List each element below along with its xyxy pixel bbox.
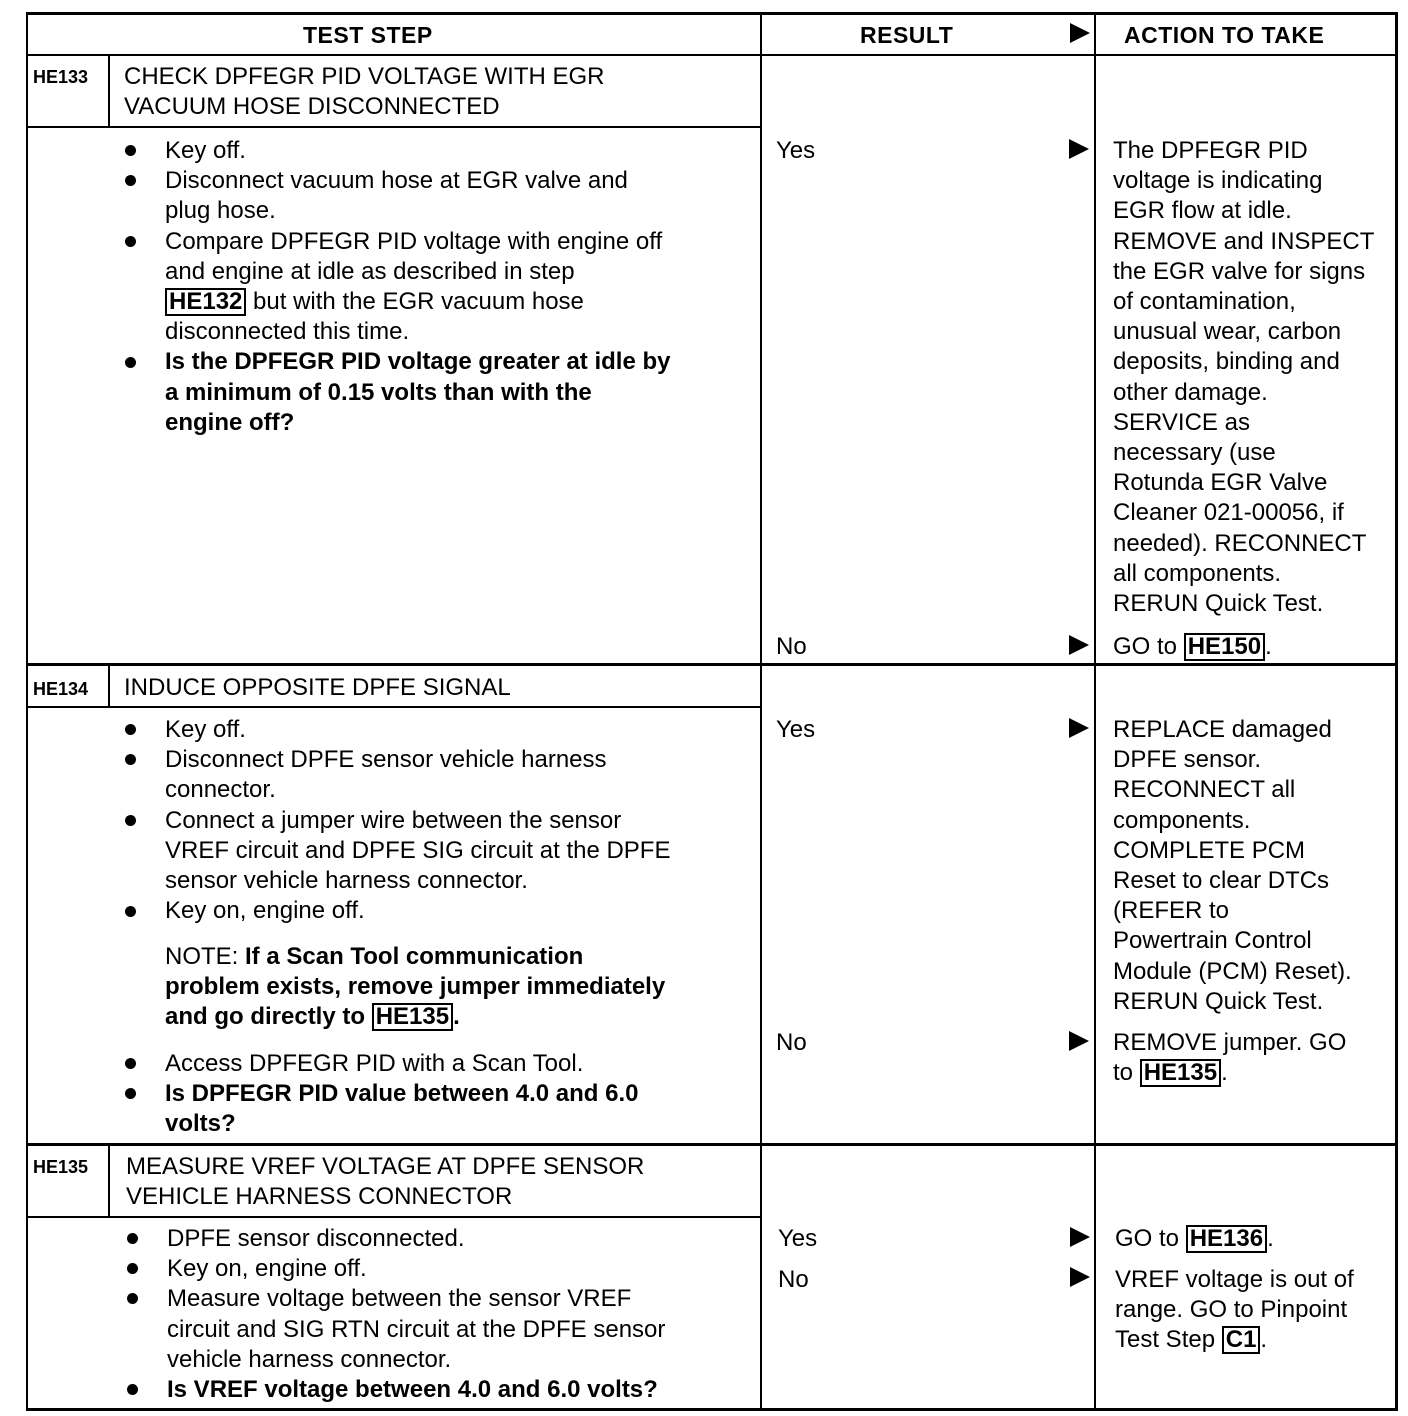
step-id: HE134 xyxy=(33,679,89,699)
result-no: No xyxy=(778,1266,809,1293)
bullet-icon xyxy=(127,1384,138,1395)
arrow-icon xyxy=(1069,139,1089,159)
instruction-text: Disconnect DPFE sensor vehicle harness xyxy=(165,746,607,774)
step-title: INDUCE OPPOSITE DPFE SIGNAL xyxy=(124,674,511,701)
arrow-icon xyxy=(1069,718,1089,738)
question-text: Is VREF voltage between 4.0 and 6.0 volts? xyxy=(167,1376,658,1404)
step-instructions xyxy=(167,1224,665,1405)
instruction-text: disconnected this time. xyxy=(165,318,410,346)
question-text: volts? xyxy=(165,1110,236,1138)
action-line: the EGR valve for signs xyxy=(1113,257,1366,285)
instruction-text: Key on, engine off. xyxy=(165,897,365,925)
instruction-text: VREF circuit and DPFE SIG circuit at the DPFE xyxy=(165,836,671,864)
bullet-icon xyxy=(125,815,136,826)
action-line: COMPLETE PCM xyxy=(1113,836,1306,864)
table-border-left xyxy=(26,12,28,1410)
action-prefix: GO to xyxy=(1113,633,1184,660)
note-text: . xyxy=(453,1003,460,1031)
header-test-step: TEST STEP xyxy=(303,22,433,48)
action-suffix: . xyxy=(1221,1059,1228,1087)
result-yes: Yes xyxy=(776,137,816,164)
instruction-text: circuit and SIG RTN circuit at the DPFE sensor xyxy=(167,1315,666,1343)
action-text xyxy=(1113,632,1272,662)
note-line xyxy=(165,1002,665,1032)
bullet-icon xyxy=(125,145,136,156)
header-arrow-icon xyxy=(1070,23,1090,43)
header-action: ACTION TO TAKE xyxy=(1124,22,1325,48)
action-text xyxy=(1113,715,1352,1017)
step-title-underline-3 xyxy=(26,1216,762,1218)
action-line: The DPFEGR PID xyxy=(1113,137,1308,164)
action-line: needed). RECONNECT xyxy=(1113,529,1367,557)
bullet-icon xyxy=(125,357,136,368)
instruction-text: plug hose. xyxy=(165,197,276,225)
action-line: (REFER to xyxy=(1113,897,1230,925)
step-title-line: CHECK DPFEGR PID VOLTAGE WITH EGR xyxy=(124,63,605,90)
header-bottom-line xyxy=(26,54,1397,56)
instruction-ref-line xyxy=(165,287,670,317)
row-divider-2 xyxy=(26,1143,1397,1146)
instruction-text: Measure voltage between the sensor VREF xyxy=(167,1285,632,1313)
result-no: No xyxy=(776,1029,807,1056)
step-reference-link[interactable]: HE135 xyxy=(1140,1059,1221,1087)
row-divider-1 xyxy=(26,663,1397,666)
arrow-icon xyxy=(1069,1031,1089,1051)
instruction-text: and engine at idle as described in step xyxy=(165,257,575,285)
action-line: REPLACE damaged xyxy=(1113,716,1332,743)
instruction-text: but with the EGR vacuum hose xyxy=(246,288,584,316)
action-text xyxy=(1115,1224,1274,1254)
instruction-text: DPFE sensor disconnected. xyxy=(167,1225,465,1252)
instruction-text: sensor vehicle harness connector. xyxy=(165,867,528,895)
step-title xyxy=(126,1152,644,1212)
action-line: EGR flow at idle. xyxy=(1113,197,1292,225)
step-reference-link[interactable]: HE136 xyxy=(1186,1225,1267,1253)
bullet-icon xyxy=(125,1088,136,1099)
action-prefix: to xyxy=(1113,1059,1140,1087)
bullet-icon xyxy=(127,1263,138,1274)
action-prefix: Test Step xyxy=(1115,1326,1222,1354)
action-line: Cleaner 021-00056, if xyxy=(1113,499,1344,527)
instruction-text: Key off. xyxy=(165,716,246,743)
step-id: HE133 xyxy=(33,67,89,87)
action-line: RERUN Quick Test. xyxy=(1113,987,1324,1015)
action-line: all components. xyxy=(1113,559,1282,587)
instruction-text: Access DPFEGR PID with a Scan Tool. xyxy=(165,1050,584,1077)
step-id: HE135 xyxy=(33,1157,89,1177)
note-text: problem exists, remove jumper immediately xyxy=(165,973,666,1001)
step-id-divider-2 xyxy=(108,665,110,707)
action-line: RECONNECT all xyxy=(1113,776,1296,804)
step-reference-link[interactable]: C1 xyxy=(1222,1326,1261,1354)
instruction-text: connector. xyxy=(165,776,276,804)
step-title-line: MEASURE VREF VOLTAGE AT DPFE SENSOR xyxy=(126,1153,645,1180)
result-no: No xyxy=(776,633,807,660)
instruction-text: Key off. xyxy=(165,137,246,164)
action-line: Powertrain Control xyxy=(1113,927,1312,955)
step-title-underline-2 xyxy=(26,706,762,708)
result-yes: Yes xyxy=(778,1225,818,1252)
bullet-icon xyxy=(127,1233,138,1244)
step-title-underline-1 xyxy=(26,126,762,128)
action-suffix: . xyxy=(1265,633,1272,660)
header-result: RESULT xyxy=(860,22,954,48)
question-text: a minimum of 0.15 volts than with the xyxy=(165,378,592,406)
action-line: components. xyxy=(1113,806,1251,834)
arrow-icon xyxy=(1070,1267,1090,1287)
table-border-bottom xyxy=(26,1408,1398,1411)
result-yes: Yes xyxy=(776,716,816,743)
bullet-icon xyxy=(125,754,136,765)
bullet-icon xyxy=(125,906,136,917)
action-suffix: . xyxy=(1260,1326,1268,1354)
question-text: Is DPFEGR PID value between 4.0 and 6.0 xyxy=(165,1080,639,1108)
table-border-top xyxy=(26,12,1397,15)
note-text: If a Scan Tool communication xyxy=(245,943,584,970)
instruction-text: vehicle harness connector. xyxy=(167,1345,452,1373)
action-line: RERUN Quick Test. xyxy=(1113,590,1324,618)
step-title-line: VACUUM HOSE DISCONNECTED xyxy=(124,93,500,121)
question-text: Is the DPFEGR PID voltage greater at idle by xyxy=(165,348,671,376)
step-reference-link[interactable]: HE150 xyxy=(1184,633,1265,661)
note-label: NOTE: xyxy=(165,943,246,970)
action-line: REMOVE jumper. GO xyxy=(1113,1029,1347,1056)
bullet-icon xyxy=(125,175,136,186)
bullet-icon xyxy=(127,1293,138,1304)
action-text xyxy=(1113,1028,1346,1088)
instruction-text: Key on, engine off. xyxy=(167,1255,367,1283)
action-line: voltage is indicating xyxy=(1113,167,1323,195)
action-line: Rotunda EGR Valve xyxy=(1113,469,1328,497)
action-line: range. GO to Pinpoint xyxy=(1115,1296,1348,1324)
bullet-icon xyxy=(125,1058,136,1069)
action-line: deposits, binding and xyxy=(1113,348,1340,376)
bullet-icon xyxy=(125,724,136,735)
action-line xyxy=(1113,1058,1346,1088)
action-line: Reset to clear DTCs xyxy=(1113,867,1330,895)
instruction-text: Compare DPFEGR PID voltage with engine off xyxy=(165,227,663,255)
step-instructions xyxy=(165,136,670,438)
step-title xyxy=(124,62,605,122)
action-line: necessary (use xyxy=(1113,439,1276,467)
arrow-icon xyxy=(1070,1227,1090,1247)
action-line xyxy=(1115,1325,1354,1355)
action-suffix: . xyxy=(1267,1225,1274,1252)
action-text xyxy=(1113,136,1374,619)
note-text: and go directly to xyxy=(165,1003,372,1031)
col-divider-action xyxy=(1094,12,1096,1410)
action-line: VREF voltage is out of xyxy=(1115,1266,1354,1293)
step-id-divider-3 xyxy=(108,1145,110,1217)
note-line xyxy=(165,942,665,972)
action-line: REMOVE and INSPECT xyxy=(1113,227,1375,255)
action-line: of contamination, xyxy=(1113,288,1296,316)
note-block xyxy=(165,942,665,1033)
step-reference-link[interactable]: HE135 xyxy=(372,1003,453,1031)
bullet-icon xyxy=(125,236,136,247)
question-text: engine off? xyxy=(165,408,295,436)
arrow-icon xyxy=(1069,635,1089,655)
action-text xyxy=(1115,1265,1354,1356)
action-prefix: GO to xyxy=(1115,1225,1186,1252)
step-instructions xyxy=(165,1049,639,1140)
action-line: DPFE sensor. xyxy=(1113,746,1262,774)
step-id-divider-1 xyxy=(108,55,110,127)
step-reference-link[interactable]: HE132 xyxy=(165,288,246,316)
col-divider-result xyxy=(760,12,762,1410)
action-line: unusual wear, carbon xyxy=(1113,318,1342,346)
instruction-text: Connect a jumper wire between the sensor xyxy=(165,806,622,834)
table-border-right xyxy=(1395,12,1398,1410)
action-line: Module (PCM) Reset). xyxy=(1113,957,1352,985)
step-instructions xyxy=(165,715,670,926)
instruction-text: Disconnect vacuum hose at EGR valve and xyxy=(165,167,628,195)
step-title-line: VEHICLE HARNESS CONNECTOR xyxy=(126,1183,513,1211)
action-line: SERVICE as xyxy=(1113,408,1250,436)
action-line: other damage. xyxy=(1113,378,1268,406)
